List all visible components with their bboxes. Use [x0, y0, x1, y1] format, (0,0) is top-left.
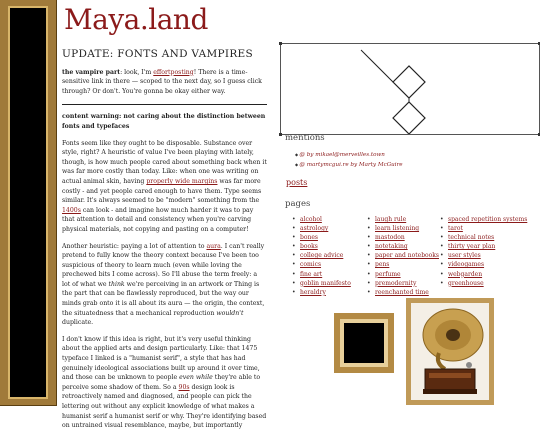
pages-heading: pages: [285, 199, 311, 209]
mention-item[interactable]: ◆ @ martymcgui.re by Marty McGuire: [295, 160, 403, 170]
page-link[interactable]: • spaced repetition systems: [440, 215, 520, 224]
phonograph-image: [406, 298, 494, 405]
intro-text-1: : look, I'm: [120, 68, 154, 76]
aura-link[interactable]: aura: [206, 242, 221, 250]
page-link[interactable]: • paper and notebooks: [367, 251, 447, 260]
page-link[interactable]: • reenchanted time: [367, 288, 447, 297]
diamond-diagram-icon: [281, 44, 539, 134]
margins-link[interactable]: properly wide margins: [146, 177, 218, 185]
1400s-link[interactable]: 1400s: [62, 206, 81, 214]
page-link[interactable]: • greenhouse: [440, 279, 520, 288]
content-warning: [62, 112, 267, 131]
page-link[interactable]: • learn listening: [367, 224, 447, 233]
small-gilded-frame: [334, 313, 394, 373]
mention-item[interactable]: ◆ @ by mikael@merveilles.town: [295, 150, 403, 160]
p1-text-2: was far more costly - and yet people cared enough to have them. Type seems similar. It's always seemed to be "modern" something from the: [62, 177, 262, 205]
page-link[interactable]: • pens: [367, 260, 447, 269]
p3-text-2: they're able to perceive some shadow of them. So a: [62, 374, 261, 391]
content-warning-text: content warning: not caring about the distinction between fonts and typefaces: [62, 113, 266, 130]
page-link[interactable]: • webgarden: [440, 270, 520, 279]
page-link[interactable]: • alcohol: [292, 215, 372, 224]
intro-lead: the vampire part: [62, 68, 121, 76]
corner-marker: [279, 42, 282, 45]
page-link[interactable]: • premodernity: [367, 279, 447, 288]
p3-text-1: I don't know if this idea is right, but it's very useful thinking about the applied arts and design particularly. Like: that 1475 typeface I linked is a "humanist serif", a style that has had genuinely ideological associations built up around it over time, and those can be unknown to people: [62, 335, 260, 382]
page-link[interactable]: • perfume: [367, 270, 447, 279]
site-title[interactable]: Maya.land: [64, 3, 208, 36]
posts-link[interactable]: posts: [286, 178, 308, 187]
page-link[interactable]: • heraldry: [292, 288, 372, 297]
p3-em: even while: [179, 374, 213, 382]
intro-paragraph: [62, 68, 267, 97]
page-link[interactable]: • laugh rule: [367, 215, 447, 224]
mentions-heading: mentions: [285, 133, 325, 143]
pages-column-2: [367, 215, 447, 297]
post-content: [62, 50, 267, 438]
left-gilded-frame: [0, 0, 56, 405]
p1-text-1: Fonts seem like they ought to be disposable. Substance over style, right? A heuristic of value I've been playing with lately, though, is how much people cared about something back when it was far more costly than today. Like: when one was writing on actual animal skin, having: [62, 139, 267, 185]
page-link[interactable]: • goblin manifesto: [292, 279, 372, 288]
page-link[interactable]: • bones: [292, 233, 372, 242]
paragraph-1: [62, 139, 267, 235]
p2-em-1: think: [108, 280, 125, 288]
header-diagram: [280, 43, 540, 135]
page-link[interactable]: • astrology: [292, 224, 372, 233]
page-link[interactable]: • technical notes: [440, 233, 520, 242]
p3-text-3: design look is retroactively named and diagnosed, and people can pick the lettering out without any explicit knowledge of what makes a humanist serif a humanist serif or why. They're identifying based on untrained visual resemblance, maybe, but importantly: [62, 383, 267, 430]
pages-column-3: [440, 215, 528, 288]
paragraph-3: [62, 335, 267, 431]
intro-text-2: ! There is a time-sensitive link in there — scoped to the next day, so I guess click through? Or don't. You're gonna be okay either way.: [62, 68, 262, 95]
page-link[interactable]: • mastodon: [367, 233, 447, 242]
pages-column-1: [292, 215, 372, 297]
page-link[interactable]: • videogames: [440, 260, 520, 269]
effortposting-link[interactable]: effortposting: [153, 68, 194, 76]
page-link[interactable]: • college advice: [292, 251, 372, 260]
p2-text-2: . I can't really pretend to fully know the theory context because I've been too suspicious of theory to learn much (even while loving the prechewed bits I come across). So I'll abuse the term freely: a lot of what we: [62, 242, 265, 288]
p2-em-2: wouldn't: [216, 309, 244, 317]
90s-link[interactable]: 90s: [178, 383, 190, 391]
paragraph-2: [62, 242, 267, 328]
page-link[interactable]: • comics: [292, 260, 372, 269]
page-link[interactable]: • tarot: [440, 224, 520, 233]
page-link[interactable]: • fine art: [292, 270, 372, 279]
corner-marker: [279, 133, 282, 136]
page-link[interactable]: • thirty year plan: [440, 242, 520, 251]
mentions-list: [295, 150, 403, 170]
page-link[interactable]: • user styles: [440, 251, 520, 260]
p1-text-3: can look - and imagine how much harder it was to pay that attention to detail and consistency when you're carving physical materials, not copying and pasting on a computer!: [62, 206, 254, 233]
p2-text-3: we're perceiving in an artwork or Thing is the part that can be flawlessly reproduced, but the way our minds grab onto it is all about its aura — the origin, the context, the situatedness that a mechanical reproduction: [62, 280, 265, 317]
divider: [62, 104, 267, 105]
page-link[interactable]: • books: [292, 242, 372, 251]
post-title: UPDATE: FONTS AND VAMPIRES: [62, 48, 254, 60]
page-link[interactable]: • notetaking: [367, 242, 447, 251]
p2-text-1: Another heuristic: paying a lot of attention to: [62, 242, 207, 250]
p2-text-4: duplicate.: [62, 319, 94, 327]
